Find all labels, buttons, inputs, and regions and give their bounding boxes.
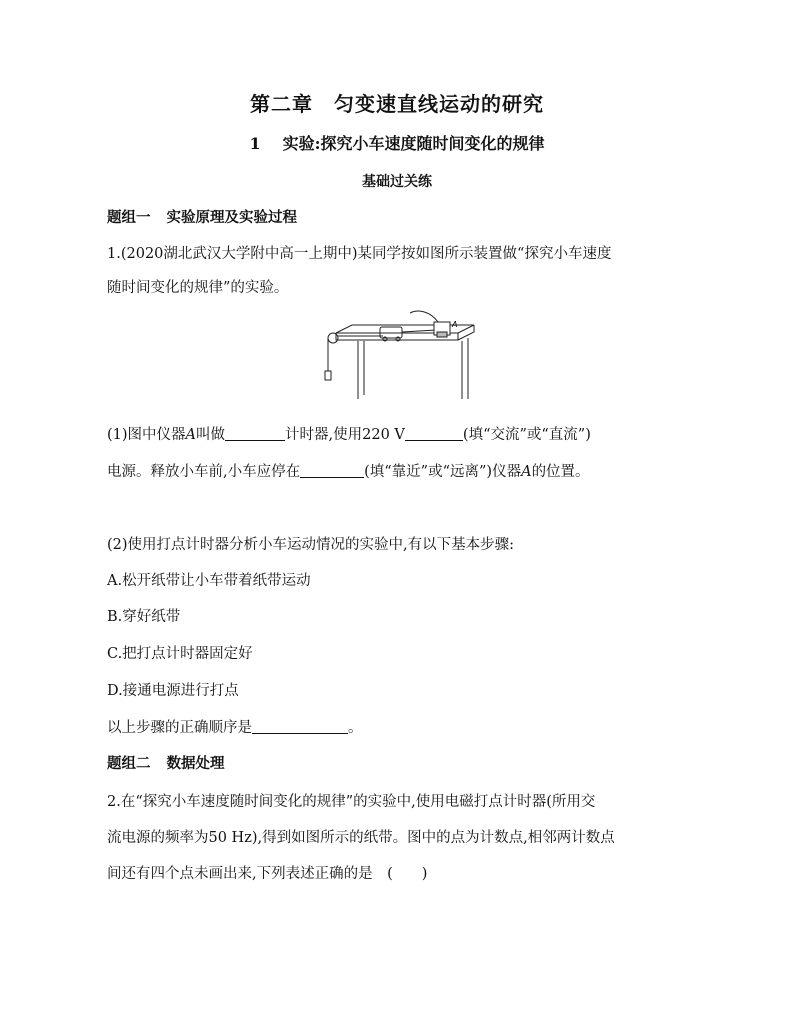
lesson-title (0, 131, 794, 154)
paper-tape (402, 330, 436, 332)
instrument-a-ref: A (185, 427, 197, 443)
figure-label-a: A (452, 320, 458, 329)
answer-blank-position[interactable] (300, 463, 364, 478)
answer-blank-current-type[interactable] (405, 426, 463, 441)
q2-stem-line3: 间还有四个点未画出来,下列表述正确的是 ( ) (107, 866, 428, 882)
option-c: C.把打点计时器固定好 (107, 646, 253, 662)
q1-part2-intro: (2)使用打点计时器分析小车运动情况的实验中,有以下基本步骤: (107, 537, 515, 553)
section-title: 基础过关练 (362, 174, 432, 190)
group-2-topic: 数据处理 (166, 755, 225, 772)
group-2-heading (107, 752, 225, 773)
q1-order-line: 以上步骤的正确顺序是 。 (107, 720, 363, 736)
lesson-number: 1 (249, 134, 261, 153)
q1-part1-line1: (1)图中仪器A叫做 计时器,使用220 V (填“交流”或“直流”) (107, 427, 591, 443)
table-leg-right (462, 338, 468, 399)
option-d: D.接通电源进行打点 (107, 683, 239, 699)
table-leg-left (358, 341, 364, 399)
chapter-title: 第二章 匀变速直线运动的研究 (250, 92, 544, 116)
hanging-weight (325, 371, 331, 380)
answer-blank-timer-type[interactable] (225, 426, 285, 441)
answer-blank-order[interactable] (252, 719, 348, 734)
group-1-heading (107, 206, 297, 227)
q1-stem-line2: 随时间变化的规律”的实验。 (107, 280, 289, 296)
timer-base (437, 332, 447, 337)
q2-stem-line1: 2.在“探究小车速度随时间变化的规律”的实验中,使用电磁打点计时器(所用交 (107, 794, 596, 810)
timer-cable (410, 311, 438, 322)
q1-part1-line2: 电源。释放小车前,小车应停在 (填“靠近”或“远离”)仪器A的位置。 (107, 464, 590, 480)
group-1-topic: 实验原理及实验过程 (166, 209, 297, 226)
q2-stem-line2: 流电源的频率为50 Hz),得到如图所示的纸带。图中的点为计数点,相邻两计数点 (107, 830, 615, 846)
option-b: B.穿好纸带 (107, 609, 181, 625)
option-a: A.松开纸带让小车带着纸带运动 (107, 573, 311, 589)
instrument-a-ref: A (521, 464, 532, 480)
group-2-label: 题组二 (107, 755, 151, 772)
q1-stem-line1: 1.(2020湖北武汉大学附中高一上期中)某同学按如图所示装置做“探究小车速度 (107, 246, 612, 262)
lesson-title-text: 实验:探究小车速度随时间变化的规律 (282, 134, 545, 153)
experiment-figure (318, 305, 478, 400)
track-side (458, 325, 474, 340)
group-1-label: 题组一 (107, 209, 151, 226)
